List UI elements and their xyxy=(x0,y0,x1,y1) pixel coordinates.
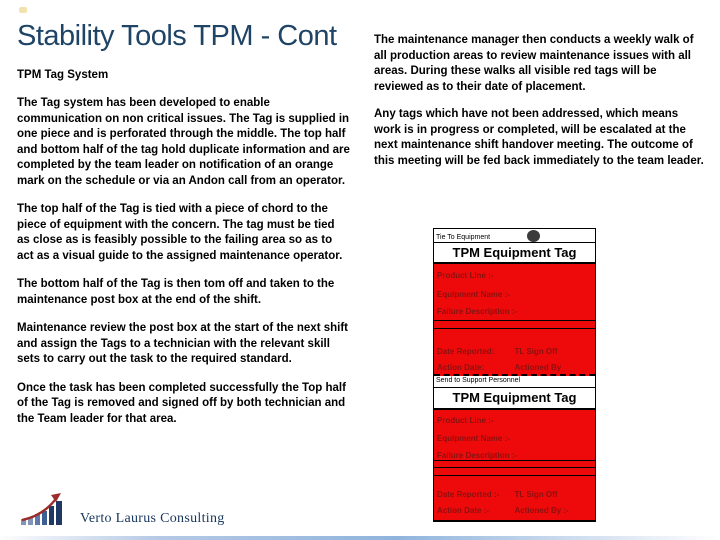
writing-line xyxy=(434,328,595,329)
right-text-column xyxy=(374,33,708,181)
tag-header-title-top: TPM Equipment Tag xyxy=(434,243,595,264)
bar-chart-growth-icon xyxy=(20,492,72,531)
paragraph: Once the task has been completed successfully the Top half of the Tag is removed and signed off by both technician and the Team leader for that area. xyxy=(17,381,346,425)
page-title: Stability Tools TPM - Cont xyxy=(17,20,337,52)
footer-brand-text: Verto Laurus Consulting xyxy=(80,511,225,526)
writing-line xyxy=(434,467,595,468)
tag-hole-circle-icon xyxy=(527,230,540,242)
tag-signoff-label: Action Date :- xyxy=(437,506,489,515)
tag-field-label: Product Line :- xyxy=(437,271,494,280)
tag-header-title-bottom: TPM Equipment Tag xyxy=(434,388,595,410)
tag-signoff-label: Actioned By :- xyxy=(514,506,569,515)
paragraph: The bottom half of the Tag is then tom off and taken to the maintenance post box at the end of the shift. xyxy=(17,278,335,306)
bottom-accent-bar xyxy=(0,536,720,540)
tag-tie-label: Tie To Equipment xyxy=(436,234,491,241)
corner-mark xyxy=(19,7,27,13)
tag-signoff-label: Date Reported: xyxy=(437,347,495,356)
paragraph: Any tags which have not been addressed, which means work is in progress or completed, will be escalated at the next maintenance shift handover meeting. The outcome of this meeting will be fed back immediately to the team leader. xyxy=(374,108,704,167)
tag-field-label: Equipment Name :- xyxy=(437,290,510,299)
paragraph: The Tag system has been developed to enable communication on non critical issues. The Tag is supplied in one piece and is perforated through the middle. The top half and bottom half of the tag hold duplicate information and are completed by the team leader on notification of an orange mark on the schedule or via an Andon call from an operator. xyxy=(17,97,350,187)
paragraph: Maintenance review the post box at the start of the next shift and assign the Tags to a technician with the relevant skill sets to carry out the task to the required standard. xyxy=(17,322,349,365)
paragraph: The maintenance manager then conducts a weekly walk of all production areas to review maintenance issues with all areas. During these walks all visible red tags will be reviewed as to their date of placement. xyxy=(374,34,694,93)
tag-tie-strip xyxy=(434,229,595,243)
tag-field-label: Product Line :- xyxy=(437,416,494,425)
tag-signoff-label: Date Reported :- xyxy=(437,490,500,499)
tag-signoff-label: Action Date: xyxy=(437,363,485,372)
footer xyxy=(20,492,225,531)
writing-line xyxy=(434,320,595,321)
left-text-column xyxy=(17,96,350,440)
tag-signoff-label: Actioned By xyxy=(514,363,562,372)
tag-field-label: Failure Description :- xyxy=(437,307,518,316)
section-subtitle: TPM Tag System xyxy=(17,69,109,81)
tag-bottom-half xyxy=(434,410,595,520)
writing-line xyxy=(434,475,595,476)
tag-field-label: Equipment Name :- xyxy=(437,434,510,443)
writing-line xyxy=(434,460,595,461)
tag-top-half xyxy=(434,264,595,376)
paragraph: The top half of the Tag is tied with a piece of chord to the piece of equipment with the concern. The tag must be tied as close as is feasibly possible to the failing area so as to act as a visual guide to the assigned maintenance operator. xyxy=(17,203,343,262)
tag-signoff-label: TL Sign Off xyxy=(514,490,558,499)
tag-field-label: Failure Description :- xyxy=(437,451,518,460)
tag-send-strip: Send to Support Personnel xyxy=(434,376,595,388)
tag-signoff-label: TL Sign Off xyxy=(514,347,558,356)
tpm-equipment-tag-image xyxy=(433,228,596,522)
